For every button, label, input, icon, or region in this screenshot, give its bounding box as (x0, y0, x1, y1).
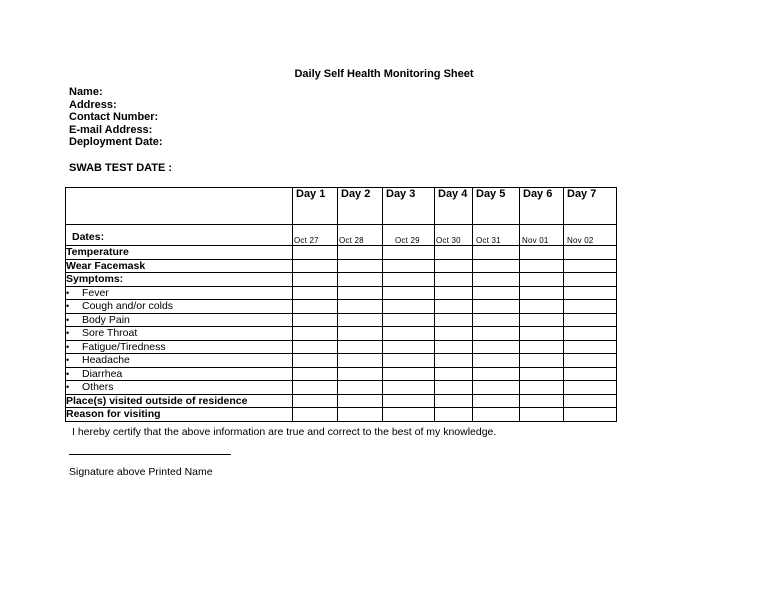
entry-cell[interactable] (473, 394, 520, 408)
date-cell: Oct 30 (435, 225, 473, 246)
table-row (66, 286, 617, 300)
personal-info-fields (69, 86, 163, 149)
bullet-icon: • (66, 314, 70, 325)
entry-cell[interactable] (293, 313, 338, 327)
entry-cell[interactable] (383, 300, 435, 314)
entry-cell[interactable] (520, 408, 564, 422)
row-label-text: Wear Facemask (66, 259, 146, 272)
entry-cell[interactable] (435, 381, 473, 395)
entry-cell[interactable] (564, 300, 617, 314)
bullet-icon: • (66, 382, 70, 392)
table-row (66, 340, 617, 354)
row-label-text: Cough and/or colds (82, 300, 174, 312)
entry-cell[interactable] (520, 367, 564, 381)
day-header: Day 7 (564, 188, 617, 225)
name-field-label: Name: (69, 86, 103, 98)
entry-cell[interactable] (383, 354, 435, 368)
table-row (66, 259, 617, 273)
entry-cell[interactable] (338, 300, 383, 314)
entry-cell[interactable] (564, 381, 617, 395)
entry-cell[interactable] (383, 381, 435, 395)
entry-cell[interactable] (293, 300, 338, 314)
entry-cell[interactable] (520, 300, 564, 314)
row-label-text: Reason for visiting (66, 408, 161, 420)
entry-cell[interactable] (383, 246, 435, 260)
entry-cell[interactable] (435, 286, 473, 300)
sheet-title: Daily Self Health Monitoring Sheet (294, 68, 474, 80)
entry-cell[interactable] (293, 381, 338, 395)
dates-row (66, 225, 617, 246)
date-cell: Oct 28 (338, 225, 383, 246)
row-label-text: Others (82, 381, 114, 393)
symptom-label (66, 313, 293, 327)
entry-cell[interactable] (435, 340, 473, 354)
entry-cell[interactable] (473, 367, 520, 381)
entry-cell[interactable] (383, 259, 435, 273)
entry-cell[interactable] (383, 273, 435, 287)
entry-cell[interactable] (293, 327, 338, 341)
table-row (66, 381, 617, 395)
entry-cell[interactable] (473, 381, 520, 395)
row-label (66, 394, 293, 408)
symptom-label (66, 354, 293, 368)
day-header: Day 5 (473, 188, 520, 225)
entry-cell[interactable] (473, 408, 520, 422)
entry-cell[interactable] (564, 354, 617, 368)
entry-cell[interactable] (564, 340, 617, 354)
entry-cell[interactable] (473, 300, 520, 314)
row-label-text: Fever (82, 286, 109, 299)
contact-number-field-label: Contact Number: (69, 111, 159, 123)
swab-test-date-label: SWAB TEST DATE : (69, 162, 173, 174)
table-row (66, 354, 617, 368)
symptom-label (66, 367, 293, 381)
entry-cell[interactable] (435, 273, 473, 287)
entry-cell[interactable] (293, 367, 338, 381)
row-label (66, 259, 293, 273)
entry-cell[interactable] (473, 246, 520, 260)
symptom-label (66, 300, 293, 314)
entry-cell[interactable] (435, 367, 473, 381)
deployment-date-field-label: Deployment Date: (69, 136, 163, 148)
email-address-field-label: E-mail Address: (69, 123, 153, 136)
entry-cell[interactable] (293, 354, 338, 368)
entry-cell[interactable] (383, 367, 435, 381)
entry-cell[interactable] (293, 408, 338, 422)
row-label-text: Diarrhea (82, 367, 123, 380)
entry-cell[interactable] (435, 300, 473, 314)
entry-cell[interactable] (383, 394, 435, 408)
entry-cell[interactable] (473, 354, 520, 368)
row-label-text: Fatigue/Tiredness (82, 340, 166, 353)
row-label-text: Place(s) visited outside of residence (66, 394, 248, 407)
entry-cell[interactable] (473, 273, 520, 287)
entry-cell[interactable] (383, 327, 435, 341)
bullet-icon: • (66, 287, 70, 298)
entry-cell[interactable] (520, 313, 564, 327)
entry-cell[interactable] (435, 259, 473, 273)
entry-cell[interactable] (520, 259, 564, 273)
entry-cell[interactable] (338, 327, 383, 341)
row-label (66, 273, 293, 287)
entry-cell[interactable] (383, 408, 435, 422)
entry-cell[interactable] (520, 286, 564, 300)
entry-cell[interactable] (383, 313, 435, 327)
entry-cell[interactable] (338, 286, 383, 300)
entry-cell[interactable] (435, 408, 473, 422)
table-row (66, 273, 617, 287)
entry-cell[interactable] (564, 327, 617, 341)
signature-line (69, 454, 231, 455)
entry-cell[interactable] (338, 313, 383, 327)
date-cell: Oct 27 (293, 225, 338, 246)
address-field-label: Address: (69, 98, 117, 111)
table-row (66, 327, 617, 341)
entry-cell[interactable] (383, 340, 435, 354)
certification-statement: I hereby certify that the above information are true and correct to the best of my knowledge. (72, 426, 497, 438)
entry-cell[interactable] (564, 313, 617, 327)
entry-cell[interactable] (293, 340, 338, 354)
entry-cell[interactable] (520, 354, 564, 368)
row-label-text: Body Pain (82, 313, 130, 326)
entry-cell[interactable] (435, 246, 473, 260)
entry-cell[interactable] (473, 327, 520, 341)
entry-cell[interactable] (473, 259, 520, 273)
bullet-icon: • (66, 301, 70, 311)
symptom-label (66, 340, 293, 354)
entry-cell[interactable] (338, 259, 383, 273)
entry-cell[interactable] (338, 273, 383, 287)
row-label (66, 246, 293, 260)
day-header: Day 1 (293, 188, 338, 225)
bullet-icon: • (66, 341, 70, 352)
table-row (66, 394, 617, 408)
entry-cell[interactable] (473, 286, 520, 300)
entry-cell[interactable] (435, 354, 473, 368)
entry-cell[interactable] (564, 259, 617, 273)
entry-cell[interactable] (293, 286, 338, 300)
entry-cell[interactable] (564, 286, 617, 300)
entry-cell[interactable] (520, 246, 564, 260)
entry-cell[interactable] (338, 394, 383, 408)
table-row (66, 367, 617, 381)
table-row (66, 313, 617, 327)
symptom-label (66, 286, 293, 300)
day-header: Day 6 (520, 188, 564, 225)
table-row (66, 408, 617, 422)
entry-cell[interactable] (338, 246, 383, 260)
entry-cell[interactable] (564, 246, 617, 260)
date-cell: Nov 01 (520, 225, 564, 246)
date-cell: Oct 31 (473, 225, 520, 246)
row-label-text: Temperature (66, 246, 129, 258)
day-header: Day 4 (435, 188, 473, 225)
entry-cell[interactable] (435, 327, 473, 341)
entry-cell[interactable] (520, 394, 564, 408)
dates-label: Dates: (66, 225, 293, 246)
entry-cell[interactable] (564, 394, 617, 408)
entry-cell[interactable] (520, 273, 564, 287)
entry-cell[interactable] (473, 313, 520, 327)
day-header-row (66, 188, 617, 225)
date-cell: Nov 02 (564, 225, 617, 246)
entry-cell[interactable] (564, 408, 617, 422)
monitoring-table (65, 187, 617, 422)
entry-cell[interactable] (435, 394, 473, 408)
row-label-text: Headache (82, 354, 130, 366)
entry-cell[interactable] (293, 273, 338, 287)
entry-cell[interactable] (338, 354, 383, 368)
entry-cell[interactable] (338, 340, 383, 354)
entry-cell[interactable] (435, 313, 473, 327)
table-row (66, 300, 617, 314)
entry-cell[interactable] (383, 286, 435, 300)
entry-cell[interactable] (520, 327, 564, 341)
entry-cell[interactable] (293, 246, 338, 260)
row-label-text: Sore Throat (82, 327, 138, 339)
entry-cell[interactable] (520, 381, 564, 395)
day-header: Day 3 (383, 188, 435, 225)
bullet-icon: • (66, 368, 70, 379)
row-label (66, 408, 293, 422)
entry-cell[interactable] (338, 367, 383, 381)
entry-cell[interactable] (473, 340, 520, 354)
bullet-icon: • (66, 355, 70, 365)
entry-cell[interactable] (293, 259, 338, 273)
entry-cell[interactable] (564, 273, 617, 287)
symptom-label (66, 381, 293, 395)
signature-label: Signature above Printed Name (69, 466, 213, 478)
table-row (66, 246, 617, 260)
bullet-icon: • (66, 328, 70, 338)
row-label-text: Symptoms: (66, 273, 124, 285)
entry-cell[interactable] (564, 367, 617, 381)
entry-cell[interactable] (338, 381, 383, 395)
entry-cell[interactable] (293, 394, 338, 408)
entry-cell[interactable] (338, 408, 383, 422)
entry-cell[interactable] (520, 340, 564, 354)
symptom-label (66, 327, 293, 341)
date-cell: Oct 29 (383, 225, 435, 246)
day-header: Day 2 (338, 188, 383, 225)
header-blank-cell (66, 188, 293, 225)
